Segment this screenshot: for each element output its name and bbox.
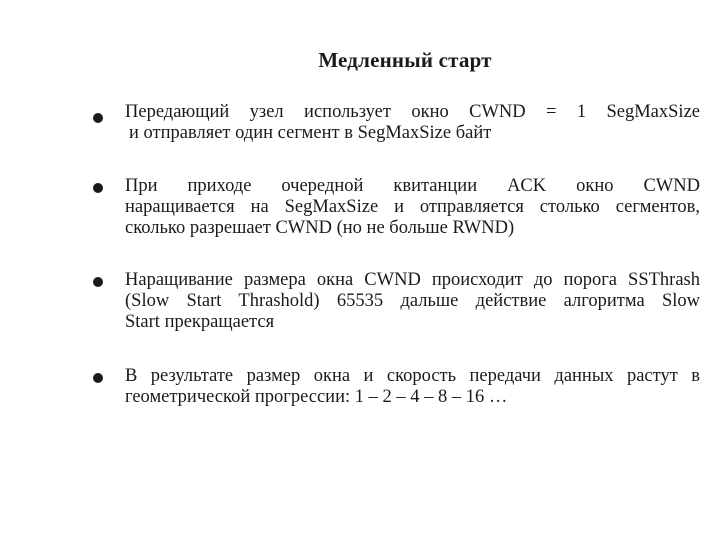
bullet-line: Передающий узел использует окно CWND = 1 SegMaxSize: [125, 102, 700, 122]
bullet-line: Start прекращается: [125, 312, 275, 332]
bullet-dot-icon: [93, 183, 103, 193]
bullet-text: [125, 270, 700, 333]
bullet-dot-icon: [93, 277, 103, 287]
bullet-line: наращивается на SegMaxSize и отправляется столько сегментов,: [125, 197, 700, 217]
bullet-dot-icon: [93, 113, 103, 123]
bullet-text: [125, 366, 700, 408]
slide-title: Медленный старт: [318, 48, 492, 72]
bullet-line: (Slow Start Thrashold) 65535 дальше действие алгоритма Slow: [125, 291, 700, 311]
bullet-line: В результате размер окна и скорость передачи данных растут в: [125, 366, 700, 386]
bullet-line: геометрической прогрессии: 1 – 2 – 4 – 8 – 16 …: [125, 387, 508, 407]
bullet-line: и отправляет один сегмент в SegMaxSize байт: [129, 123, 492, 143]
bullet-line: При приходе очередной квитанции ACK окно CWND: [125, 176, 700, 196]
bullet-line: сколько разрешает CWND (но не больше RWND): [125, 218, 515, 238]
bullet-text: [125, 176, 700, 239]
bullet-line: Наращивание размера окна CWND происходит до порога SSThrash: [125, 270, 700, 290]
bullet-text: [125, 102, 700, 144]
bullet-dot-icon: [93, 373, 103, 383]
